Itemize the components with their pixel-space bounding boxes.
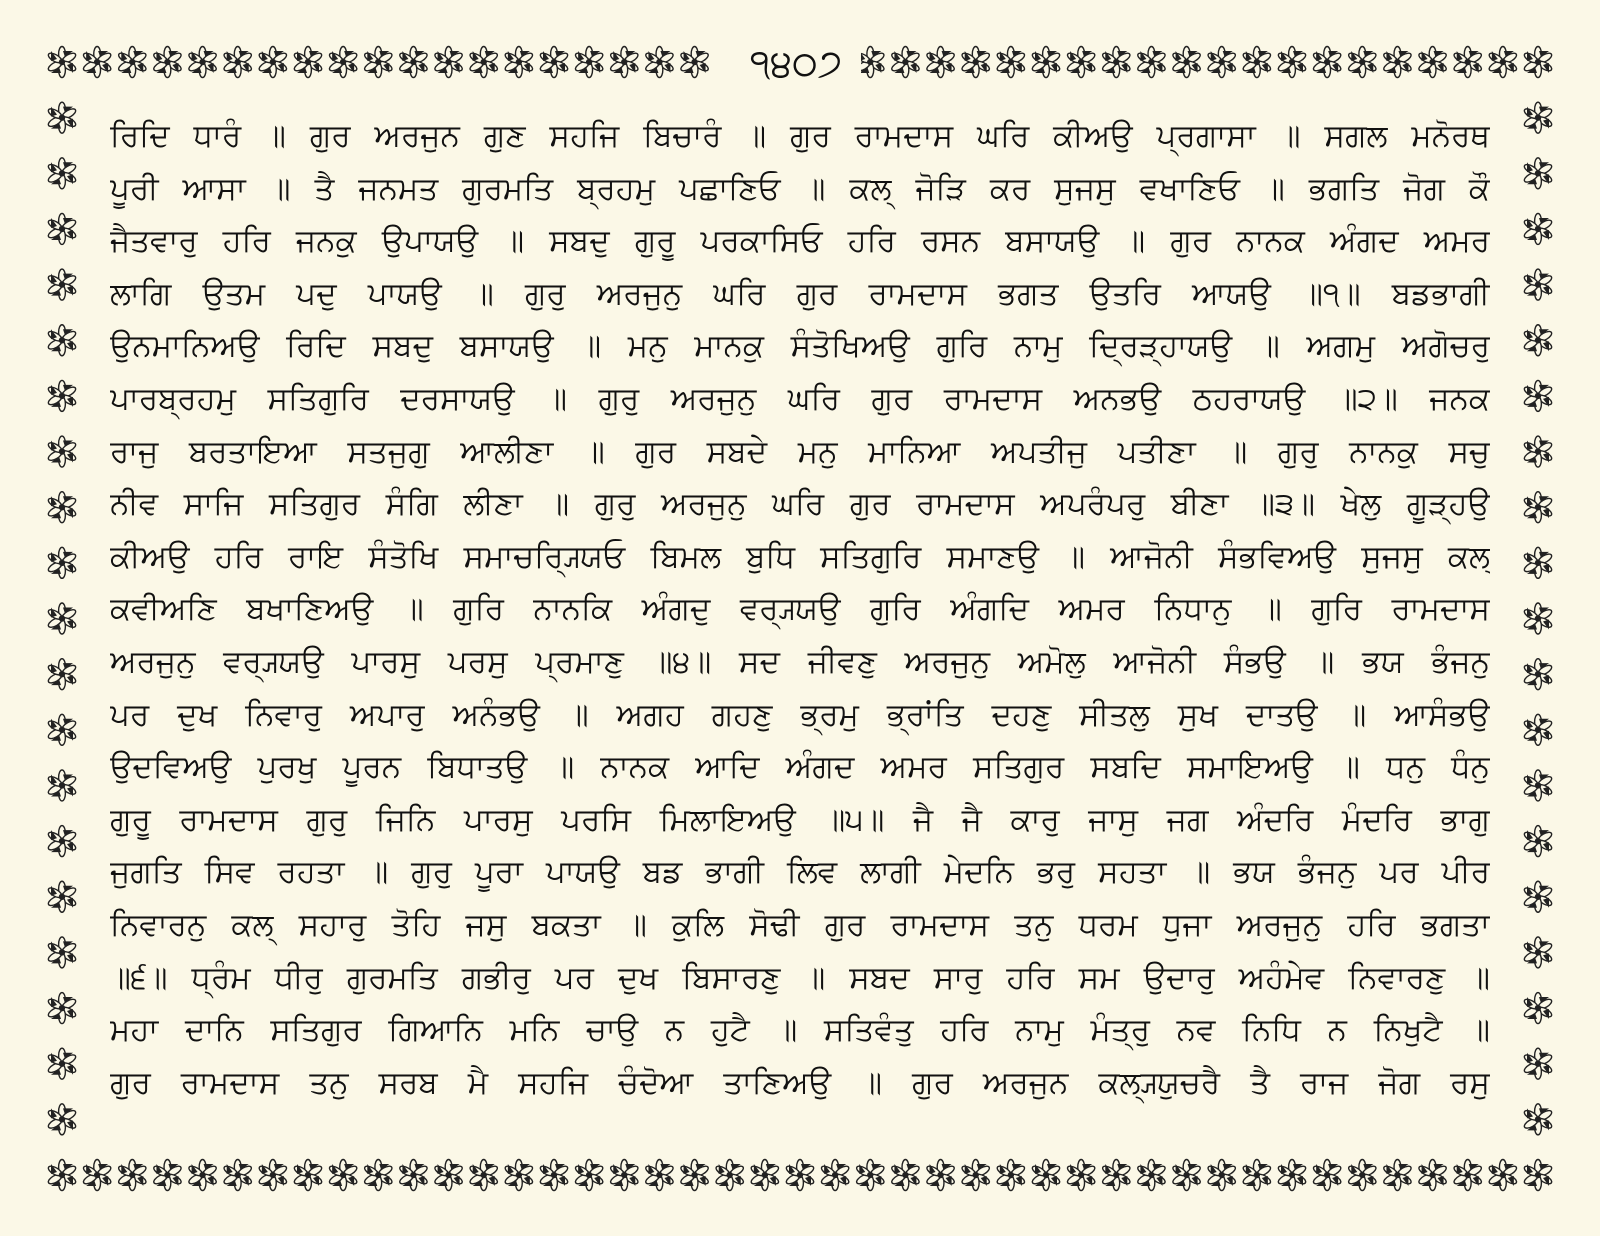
flower-ornament-icon bbox=[996, 47, 1026, 78]
flower-ornament-icon bbox=[679, 47, 709, 78]
flower-ornament-icon bbox=[1523, 603, 1553, 634]
flower-ornament-icon bbox=[47, 659, 77, 690]
flower-ornament-icon bbox=[961, 1160, 991, 1191]
scripture-text bbox=[110, 110, 1490, 1109]
flower-ornament-icon bbox=[47, 1048, 77, 1079]
flower-ornament-icon bbox=[223, 47, 253, 78]
text-line: ਜੁਗਤਿ ਸਿਵ ਰਹਤਾ ॥ ਗੁਰੁ ਪੂਰਾ ਪਾਯਉ ਬਡ ਭਾਗੀ ਲਿਵ ਲਾਗੀ ਮੇਦਨਿ ਭਰੁ ਸਹਤਾ ॥ ਭਯ ਭੰਜਨੁ ਪਰ ਪੀਰ bbox=[110, 854, 1490, 891]
text-line: ਪੂਰੀ ਆਸਾ ॥ ਤੈ ਜਨਮਤ ਗੁਰਮਤਿ ਬ੍ਰਹਮੁ ਪਛਾਣਿਓ ॥ ਕਲ੍ ਜੋੜਿ ਕਰ ਸੁਜਸੁ ਵਖਾਣਿਓ ॥ ਭਗਤਿ ਜੋਗ ਕੌ bbox=[110, 170, 1490, 207]
flower-ornament-icon bbox=[117, 47, 147, 78]
flower-ornament-icon bbox=[996, 1160, 1026, 1191]
flower-ornament-icon bbox=[644, 1160, 674, 1191]
flower-ornament-icon bbox=[1031, 47, 1061, 78]
flower-ornament-icon bbox=[1312, 1160, 1342, 1191]
flower-ornament-icon bbox=[1488, 47, 1518, 78]
flower-ornament-icon bbox=[398, 47, 428, 78]
flower-ornament-icon bbox=[1523, 826, 1553, 857]
flower-ornament-icon bbox=[363, 1160, 393, 1191]
flower-ornament-icon bbox=[1488, 1160, 1518, 1191]
flower-ornament-icon bbox=[1523, 436, 1553, 467]
flower-ornament-icon bbox=[47, 158, 77, 189]
flower-ornament-icon bbox=[1382, 47, 1412, 78]
flower-ornament-icon bbox=[47, 325, 77, 356]
flower-ornament-icon bbox=[1523, 937, 1553, 968]
flower-ornament-icon bbox=[469, 1160, 499, 1191]
text-line: ਨੀਵ ਸਾਜਿ ਸਤਿਗੁਰ ਸੰਗਿ ਲੀਣਾ ॥ ਗੁਰੁ ਅਰਜੁਨੁ ਘਰਿ ਗੁਰ ਰਾਮਦਾਸ ਅਪਰੰਪਰੁ ਬੀਣਾ ॥੩॥ ਖੇਲੁ ਗੂੜ੍ਹਉ bbox=[110, 486, 1490, 523]
flower-ornament-icon bbox=[609, 1160, 639, 1191]
flower-ornament-icon bbox=[1207, 1160, 1237, 1191]
flower-ornament-icon bbox=[1523, 1048, 1553, 1079]
flower-ornament-icon bbox=[363, 47, 393, 78]
flower-ornament-icon bbox=[433, 1160, 463, 1191]
text-line: ॥੬॥ ਧ੍ਰੰਮ ਧੀਰੁ ਗੁਰਮਤਿ ਗਭੀਰੁ ਪਰ ਦੁਖ ਬਿਸਾਰਣੁ ॥ ਸਬਦ ਸਾਰੁ ਹਰਿ ਸਮ ਉਦਾਰੁ ਅਹੰਮੇਵ ਨਿਵਾਰਣੁ ॥ bbox=[110, 959, 1490, 996]
flower-ornament-icon bbox=[574, 47, 604, 78]
flower-ornament-icon bbox=[1136, 1160, 1166, 1191]
flower-ornament-icon bbox=[504, 1160, 534, 1191]
flower-ornament-icon bbox=[1101, 1160, 1131, 1191]
flower-ornament-icon bbox=[609, 47, 639, 78]
flower-ornament-icon bbox=[47, 102, 77, 133]
flower-ornament-icon bbox=[47, 436, 77, 467]
flower-ornament-icon bbox=[1417, 47, 1447, 78]
flower-ornament-icon bbox=[1312, 47, 1342, 78]
flower-ornament-icon bbox=[1242, 47, 1272, 78]
flower-ornament-icon bbox=[1523, 714, 1553, 745]
flower-ornament-icon bbox=[47, 881, 77, 912]
flower-ornament-icon bbox=[1453, 47, 1483, 78]
flower-ornament-icon bbox=[1523, 547, 1553, 578]
text-line: ਮਹਾ ਦਾਨਿ ਸਤਿਗੁਰ ਗਿਆਨਿ ਮਨਿ ਚਾਉ ਨ ਹੁਟੈ ॥ ਸਤਿਵੰਤੁ ਹਰਿ ਨਾਮੁ ਮੰਤ੍ਰੁ ਨਵ ਨਿਧਿ ਨ ਨਿਖੁਟੈ ॥ bbox=[110, 1012, 1490, 1049]
flower-ornament-icon bbox=[1523, 1104, 1553, 1135]
flower-ornament-icon bbox=[1171, 47, 1201, 78]
flower-ornament-icon bbox=[1136, 47, 1166, 78]
flower-ornament-icon bbox=[223, 1160, 253, 1191]
flower-ornament-icon bbox=[679, 1160, 709, 1191]
flower-ornament-icon bbox=[47, 380, 77, 411]
flower-ornament-icon bbox=[890, 47, 920, 78]
flower-ornament-icon bbox=[1207, 47, 1237, 78]
flower-ornament-icon bbox=[925, 47, 955, 78]
page-number: ੧੪੦੭ bbox=[731, 38, 861, 88]
flower-ornament-icon bbox=[750, 1160, 780, 1191]
flower-ornament-icon bbox=[1242, 1160, 1272, 1191]
flower-ornament-icon bbox=[47, 603, 77, 634]
flower-ornament-icon bbox=[47, 47, 77, 78]
flower-ornament-icon bbox=[1171, 1160, 1201, 1191]
flower-ornament-icon bbox=[1066, 1160, 1096, 1191]
flower-ornament-icon bbox=[82, 1160, 112, 1191]
flower-ornament-icon bbox=[117, 1160, 147, 1191]
flower-ornament-icon bbox=[1277, 47, 1307, 78]
flower-ornament-icon bbox=[47, 937, 77, 968]
flower-ornament-icon bbox=[187, 1160, 217, 1191]
flower-ornament-icon bbox=[293, 47, 323, 78]
flower-ornament-icon bbox=[47, 213, 77, 244]
flower-ornament-icon bbox=[47, 770, 77, 801]
text-line: ਉਨਮਾਨਿਅਉ ਰਿਦਿ ਸਬਦੁ ਬਸਾਯਉ ॥ ਮਨੁ ਮਾਨਕੁ ਸੰਤੋਖਿਅਉ ਗੁਰਿ ਨਾਮੁ ਦ੍ਰਿੜ੍ਹਾਯਉ ॥ ਅਗਮੁ ਅਗੋਚਰੁ bbox=[110, 328, 1490, 365]
text-line: ਰਾਜੁ ਬਰਤਾਇਆ ਸਤਜੁਗੁ ਆਲੀਣਾ ॥ ਗੁਰ ਸਬਦੇ ਮਨੁ ਮਾਨਿਆ ਅਪਤੀਜੁ ਪਤੀਣਾ ॥ ਗੁਰੁ ਨਾਨਕੁ ਸਚੁ bbox=[110, 433, 1490, 470]
flower-ornament-icon bbox=[574, 1160, 604, 1191]
flower-ornament-icon bbox=[504, 47, 534, 78]
flower-ornament-icon bbox=[47, 1104, 77, 1135]
flower-ornament-icon bbox=[1417, 1160, 1447, 1191]
flower-ornament-icon bbox=[1523, 158, 1553, 189]
text-line: ਰਿਦਿ ਧਾਰੰ ॥ ਗੁਰ ਅਰਜੁਨ ਗੁਣ ਸਹਜਿ ਬਿਚਾਰੰ ॥ ਗੁਰ ਰਾਮਦਾਸ ਘਰਿ ਕੀਅਉ ਪ੍ਰਗਾਸਾ ॥ ਸਗਲ ਮਨੋਰਥ bbox=[110, 118, 1490, 154]
flower-ornament-icon bbox=[258, 47, 288, 78]
flower-ornament-icon bbox=[328, 47, 358, 78]
text-line: ਅਰਜੁਨੁ ਵਰ੍ਯ੍ਯਉ ਪਾਰਸੁ ਪਰਸੁ ਪ੍ਰਮਾਣੁ ॥੪॥ ਸਦ ਜੀਵਣੁ ਅਰਜੁਨੁ ਅਮੋਲੁ ਆਜੋਨੀ ਸੰਭਉ ॥ ਭਯ ਭੰਜਨੁ bbox=[110, 643, 1490, 680]
flower-ornament-icon bbox=[1523, 380, 1553, 411]
text-line: ਨਿਵਾਰਨੁ ਕਲ੍ ਸਹਾਰੁ ਤੋਹਿ ਜਸੁ ਬਕਤਾ ॥ ਕੁਲਿ ਸੋਢੀ ਗੁਰ ਰਾਮਦਾਸ ਤਨੁ ਧਰਮ ਧੁਜਾ ਅਰਜੁਨੁ ਹਰਿ ਭਗਤਾ bbox=[110, 906, 1490, 943]
flower-ornament-icon bbox=[1066, 47, 1096, 78]
flower-ornament-icon bbox=[1523, 47, 1553, 78]
flower-ornament-icon bbox=[152, 1160, 182, 1191]
flower-ornament-icon bbox=[644, 47, 674, 78]
flower-ornament-icon bbox=[1347, 47, 1377, 78]
flower-ornament-icon bbox=[961, 47, 991, 78]
flower-ornament-icon bbox=[1523, 881, 1553, 912]
flower-ornament-icon bbox=[258, 1160, 288, 1191]
flower-ornament-icon bbox=[47, 269, 77, 300]
text-line: ਉਦਵਿਅਉ ਪੁਰਖੁ ਪੂਰਨ ਬਿਧਾਤਉ ॥ ਨਾਨਕ ਆਦਿ ਅੰਗਦ ਅਮਰ ਸਤਿਗੁਰ ਸਬਦਿ ਸਮਾਇਅਉ ॥ ਧਨੁ ਧੰਨੁ bbox=[110, 749, 1490, 786]
flower-ornament-icon bbox=[47, 1160, 77, 1191]
flower-ornament-icon bbox=[1382, 1160, 1412, 1191]
flower-ornament-icon bbox=[925, 1160, 955, 1191]
flower-ornament-icon bbox=[539, 47, 569, 78]
flower-ornament-icon bbox=[855, 1160, 885, 1191]
flower-ornament-icon bbox=[1523, 269, 1553, 300]
flower-ornament-icon bbox=[293, 1160, 323, 1191]
flower-ornament-icon bbox=[398, 1160, 428, 1191]
flower-ornament-icon bbox=[1277, 1160, 1307, 1191]
flower-ornament-icon bbox=[47, 547, 77, 578]
flower-ornament-icon bbox=[1523, 213, 1553, 244]
text-line: ਕਵੀਅਣਿ ਬਖਾਣਿਅਉ ॥ ਗੁਰਿ ਨਾਨਕਿ ਅੰਗਦੁ ਵਰ੍ਯ੍ਯਉ ਗੁਰਿ ਅੰਗਦਿ ਅਮਰ ਨਿਧਾਨੁ ॥ ਗੁਰਿ ਰਾਮਦਾਸ bbox=[110, 591, 1490, 628]
flower-ornament-icon bbox=[1523, 1160, 1553, 1191]
flower-ornament-icon bbox=[890, 1160, 920, 1191]
flower-ornament-icon bbox=[47, 826, 77, 857]
text-line: ਪਰ ਦੁਖ ਨਿਵਾਰੁ ਅਪਾਰੁ ਅਨੰਭਉ ॥ ਅਗਹ ਗਹਣੁ ਭ੍ਰਮੁ ਭ੍ਰਾਂਤਿ ਦਹਣੁ ਸੀਤਲੁ ਸੁਖ ਦਾਤਉ ॥ ਆਸੰਭਉ bbox=[110, 696, 1490, 733]
flower-ornament-icon bbox=[187, 47, 217, 78]
flower-ornament-icon bbox=[469, 47, 499, 78]
text-line: ਕੀਅਉ ਹਰਿ ਰਾਇ ਸੰਤੋਖਿ ਸਮਾਚਰ੍ਯ੍ਯਿਓ ਬਿਮਲ ਬੁਧਿ ਸਤਿਗੁਰਿ ਸਮਾਣਉ ॥ ਆਜੋਨੀ ਸੰਭਵਿਅਉ ਸੁਜਸੁ ਕਲ੍ bbox=[110, 538, 1490, 575]
flower-ornament-icon bbox=[1523, 993, 1553, 1024]
text-line: ਜੈਤਵਾਰੁ ਹਰਿ ਜਨਕੁ ਉਪਾਯਉ ॥ ਸਬਦੁ ਗੁਰੂ ਪਰਕਾਸਿਓ ਹਰਿ ਰਸਨ ਬਸਾਯਉ ॥ ਗੁਰ ਨਾਨਕ ਅੰਗਦ ਅਮਰ bbox=[110, 223, 1490, 260]
flower-ornament-icon bbox=[1347, 1160, 1377, 1191]
flower-ornament-icon bbox=[47, 492, 77, 523]
flower-ornament-icon bbox=[1031, 1160, 1061, 1191]
flower-ornament-icon bbox=[1101, 47, 1131, 78]
flower-ornament-icon bbox=[539, 1160, 569, 1191]
flower-ornament-icon bbox=[82, 47, 112, 78]
text-line: ਗੁਰੂ ਰਾਮਦਾਸ ਗੁਰੁ ਜਿਨਿ ਪਾਰਸੁ ਪਰਸਿ ਮਿਲਾਇਅਉ ॥੫॥ ਜੈ ਜੈ ਕਾਰੁ ਜਾਸੁ ਜਗ ਅੰਦਰਿ ਮੰਦਰਿ ਭਾਗੁ bbox=[110, 801, 1490, 838]
flower-ornament-icon bbox=[1523, 492, 1553, 523]
flower-ornament-icon bbox=[328, 1160, 358, 1191]
flower-ornament-icon bbox=[1523, 102, 1553, 133]
flower-ornament-icon bbox=[433, 47, 463, 78]
flower-ornament-icon bbox=[47, 993, 77, 1024]
flower-ornament-icon bbox=[1523, 659, 1553, 690]
text-line: ਪਾਰਬ੍ਰਹਮੁ ਸਤਿਗੁਰਿ ਦਰਸਾਯਉ ॥ ਗੁਰੁ ਅਰਜੁਨੁ ਘਰਿ ਗੁਰ ਰਾਮਦਾਸ ਅਨਭਉ ਠਹਰਾਯਉ ॥੨॥ ਜਨਕ bbox=[110, 380, 1490, 417]
flower-ornament-icon bbox=[1523, 325, 1553, 356]
flower-ornament-icon bbox=[785, 1160, 815, 1191]
flower-ornament-icon bbox=[47, 714, 77, 745]
flower-ornament-icon bbox=[1453, 1160, 1483, 1191]
flower-ornament-icon bbox=[1523, 770, 1553, 801]
flower-ornament-icon bbox=[152, 47, 182, 78]
text-line: ਗੁਰ ਰਾਮਦਾਸ ਤਨੁ ਸਰਬ ਮੈ ਸਹਜਿ ਚੰਦੋਆ ਤਾਣਿਅਉ ॥ ਗੁਰ ਅਰਜੁਨ ਕਲ੍ਯ੍ਯੁਚਰੈ ਤੈ ਰਾਜ ਜੋਗ ਰਸੁ bbox=[110, 1064, 1490, 1101]
flower-ornament-icon bbox=[820, 1160, 850, 1191]
flower-ornament-icon bbox=[715, 1160, 745, 1191]
text-line: ਲਾਗਿ ਉਤਮ ਪਦੁ ਪਾਯਉ ॥ ਗੁਰੁ ਅਰਜੁਨੁ ਘਰਿ ਗੁਰ ਰਾਮਦਾਸ ਭਗਤ ਉਤਰਿ ਆਯਉ ॥੧॥ ਬਡਭਾਗੀ bbox=[110, 275, 1490, 312]
